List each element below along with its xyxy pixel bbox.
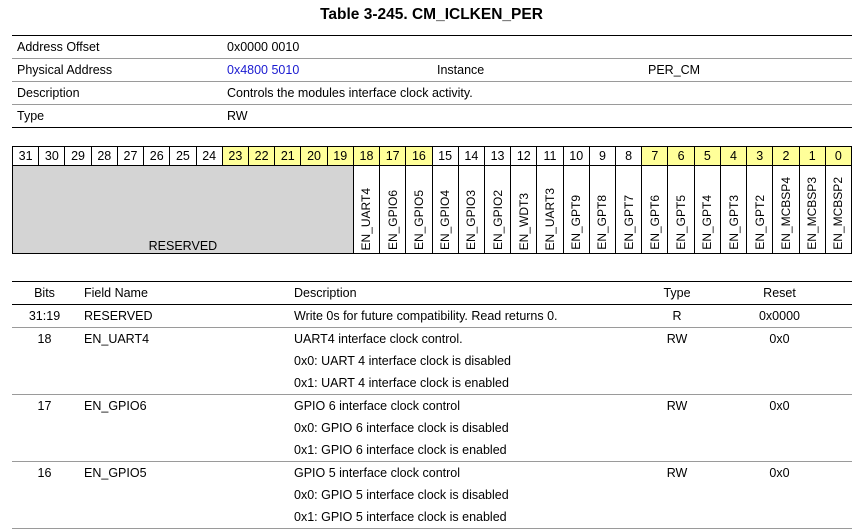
header-field-name: Field Name [84,286,148,300]
header-reset: Reset [763,286,796,300]
table-row [12,372,852,395]
bit-number-cell: 16 [406,147,432,166]
bit-number-cell: 13 [484,147,510,166]
bit-field-label: EN_GPIO6 [385,189,400,250]
bit-number-cell: 27 [117,147,143,166]
register-info-block [12,35,852,128]
desc-table-header [12,281,852,305]
header-bits: Bits [34,286,55,300]
row-description: GPIO 5 interface clock control [294,466,461,480]
bit-field-cell [589,166,615,254]
bit-field-label: EN_MCBSP4 [778,177,793,250]
row-bits: 17 [37,399,52,413]
bit-field-cell [537,166,563,254]
row-field-name: EN_UART4 [84,332,150,346]
table-title: Table 3-245. CM_ICLKEN_PER [320,6,543,23]
bit-number-cell: 20 [301,147,327,166]
bit-number-cell: 12 [511,147,537,166]
row-description: 0x0: GPIO 6 interface clock is disabled [294,421,509,435]
row-bits: 16 [37,466,52,480]
reserved-field-cell [13,166,354,254]
bit-number-cell: 28 [91,147,117,166]
row-bits: 18 [37,332,52,346]
row-type: RW [666,399,688,413]
bit-field-label: EN_GPIO2 [490,189,505,250]
row-description: UART4 interface clock control. [294,332,463,346]
bit-field-cell [432,166,458,254]
bit-field-cell [353,166,379,254]
physical-address-link[interactable]: 0x4800 5010 [227,63,300,77]
table-row [12,350,852,372]
bit-number-cell: 30 [39,147,65,166]
bit-field-label: EN_GPT7 [621,195,636,250]
bit-field-cell [511,166,537,254]
bit-field-label: EN_MCBSP3 [805,177,820,250]
physical-address-label: Physical Address [17,63,113,77]
bit-field-label: EN_GPT8 [595,195,610,250]
bit-field-label: EN_GPIO4 [438,189,453,250]
bit-number-cell: 21 [275,147,301,166]
bit-number-cell: 15 [432,147,458,166]
bit-field-label: EN_UART4 [359,187,374,250]
row-reset: 0x0000 [758,309,800,323]
bit-field-label: EN_MCBSP2 [831,177,846,250]
bit-field-label: EN_GPT5 [674,195,689,250]
bit-field-cell [563,166,589,254]
bit-field-cell [825,166,851,254]
bit-number-cell: 3 [747,147,773,166]
bit-field-label: EN_WDT3 [516,192,531,250]
row-bits: 31:19 [28,309,61,323]
type-value: RW [227,109,248,123]
field-description-table [12,281,852,529]
row-type: RW [666,466,688,480]
row-description: 0x1: GPIO 5 interface clock is enabled [294,510,507,524]
bit-field-cell [458,166,484,254]
row-field-name: RESERVED [84,309,153,323]
reserved-field-label: RESERVED [148,239,218,253]
bit-field-cell [642,166,668,254]
bit-number-cell: 7 [642,147,668,166]
table-row [12,462,852,484]
bit-number-cell: 8 [616,147,642,166]
bit-number-cell: 1 [799,147,825,166]
row-type: R [672,309,682,323]
table-row [12,305,852,328]
bit-field-cell [380,166,406,254]
bit-field-cell [694,166,720,254]
row-field-name: EN_GPIO6 [84,399,147,413]
bit-field-cell [799,166,825,254]
row-description: 0x0: GPIO 5 interface clock is disabled [294,488,509,502]
row-reset: 0x0 [769,466,790,480]
instance-value: PER_CM [648,63,701,77]
bit-number-cell: 17 [380,147,406,166]
info-row-type [12,105,852,128]
bit-number-cell: 4 [720,147,746,166]
bit-field-label: EN_GPIO5 [411,189,426,250]
table-row [12,506,852,529]
table-row [12,484,852,506]
description-label: Description [17,86,80,100]
table-row [12,395,852,417]
table-row [12,417,852,439]
bit-field-cell [747,166,773,254]
bit-number-cell: 10 [563,147,589,166]
bit-field-label: EN_GPT9 [569,195,584,250]
bit-field-cell [484,166,510,254]
row-description: 0x1: UART 4 interface clock is enabled [294,376,509,390]
bit-field-cell [668,166,694,254]
table-row [12,328,852,350]
bit-field-label: EN_GPT3 [726,195,741,250]
bit-number-cell: 5 [694,147,720,166]
description-value: Controls the modules interface clock activity. [227,86,473,100]
bit-field-label: EN_GPT4 [700,195,715,250]
info-row-description [12,82,852,105]
row-description: 0x1: GPIO 6 interface clock is enabled [294,443,507,457]
bit-field-label: EN_UART3 [542,187,557,250]
table-row [12,439,852,462]
bit-number-cell: 2 [773,147,799,166]
info-row-physical-address [12,59,852,82]
address-offset-value: 0x0000 0010 [227,40,300,54]
bit-field-label: EN_GPIO3 [464,189,479,250]
bit-number-cell: 6 [668,147,694,166]
bit-number-cell: 26 [144,147,170,166]
row-reset: 0x0 [769,399,790,413]
bit-number-cell: 19 [327,147,353,166]
instance-label: Instance [437,63,485,77]
bit-number-cell: 29 [65,147,91,166]
bit-field-row [13,166,852,254]
info-row-address-offset [12,35,852,59]
bit-field-label: EN_GPT2 [752,195,767,250]
row-reset: 0x0 [769,332,790,346]
bit-number-cell: 9 [589,147,615,166]
bit-number-cell: 31 [13,147,39,166]
desc-table-body [12,305,852,529]
bit-number-cell: 22 [248,147,274,166]
bit-number-cell: 24 [196,147,222,166]
header-type: Type [663,286,691,300]
row-type: RW [666,332,688,346]
bit-number-cell: 23 [222,147,248,166]
bit-number-cell: 11 [537,147,563,166]
bit-field-label: EN_GPT6 [647,195,662,250]
row-field-name: EN_GPIO5 [84,466,147,480]
bit-field-cell [406,166,432,254]
row-description: 0x0: UART 4 interface clock is disabled [294,354,512,368]
row-description: Write 0s for future compatibility. Read returns 0. [294,309,558,323]
bit-number-row [13,147,852,166]
header-description: Description [294,286,357,300]
bit-number-cell: 18 [353,147,379,166]
row-description: GPIO 6 interface clock control [294,399,461,413]
bit-field-register [12,146,852,254]
address-offset-label: Address Offset [17,40,100,54]
bit-number-cell: 25 [170,147,196,166]
bit-field-cell [720,166,746,254]
type-label: Type [17,109,45,123]
bit-number-cell: 14 [458,147,484,166]
bit-field-cell [773,166,799,254]
bit-number-cell: 0 [825,147,851,166]
bit-field-cell [616,166,642,254]
